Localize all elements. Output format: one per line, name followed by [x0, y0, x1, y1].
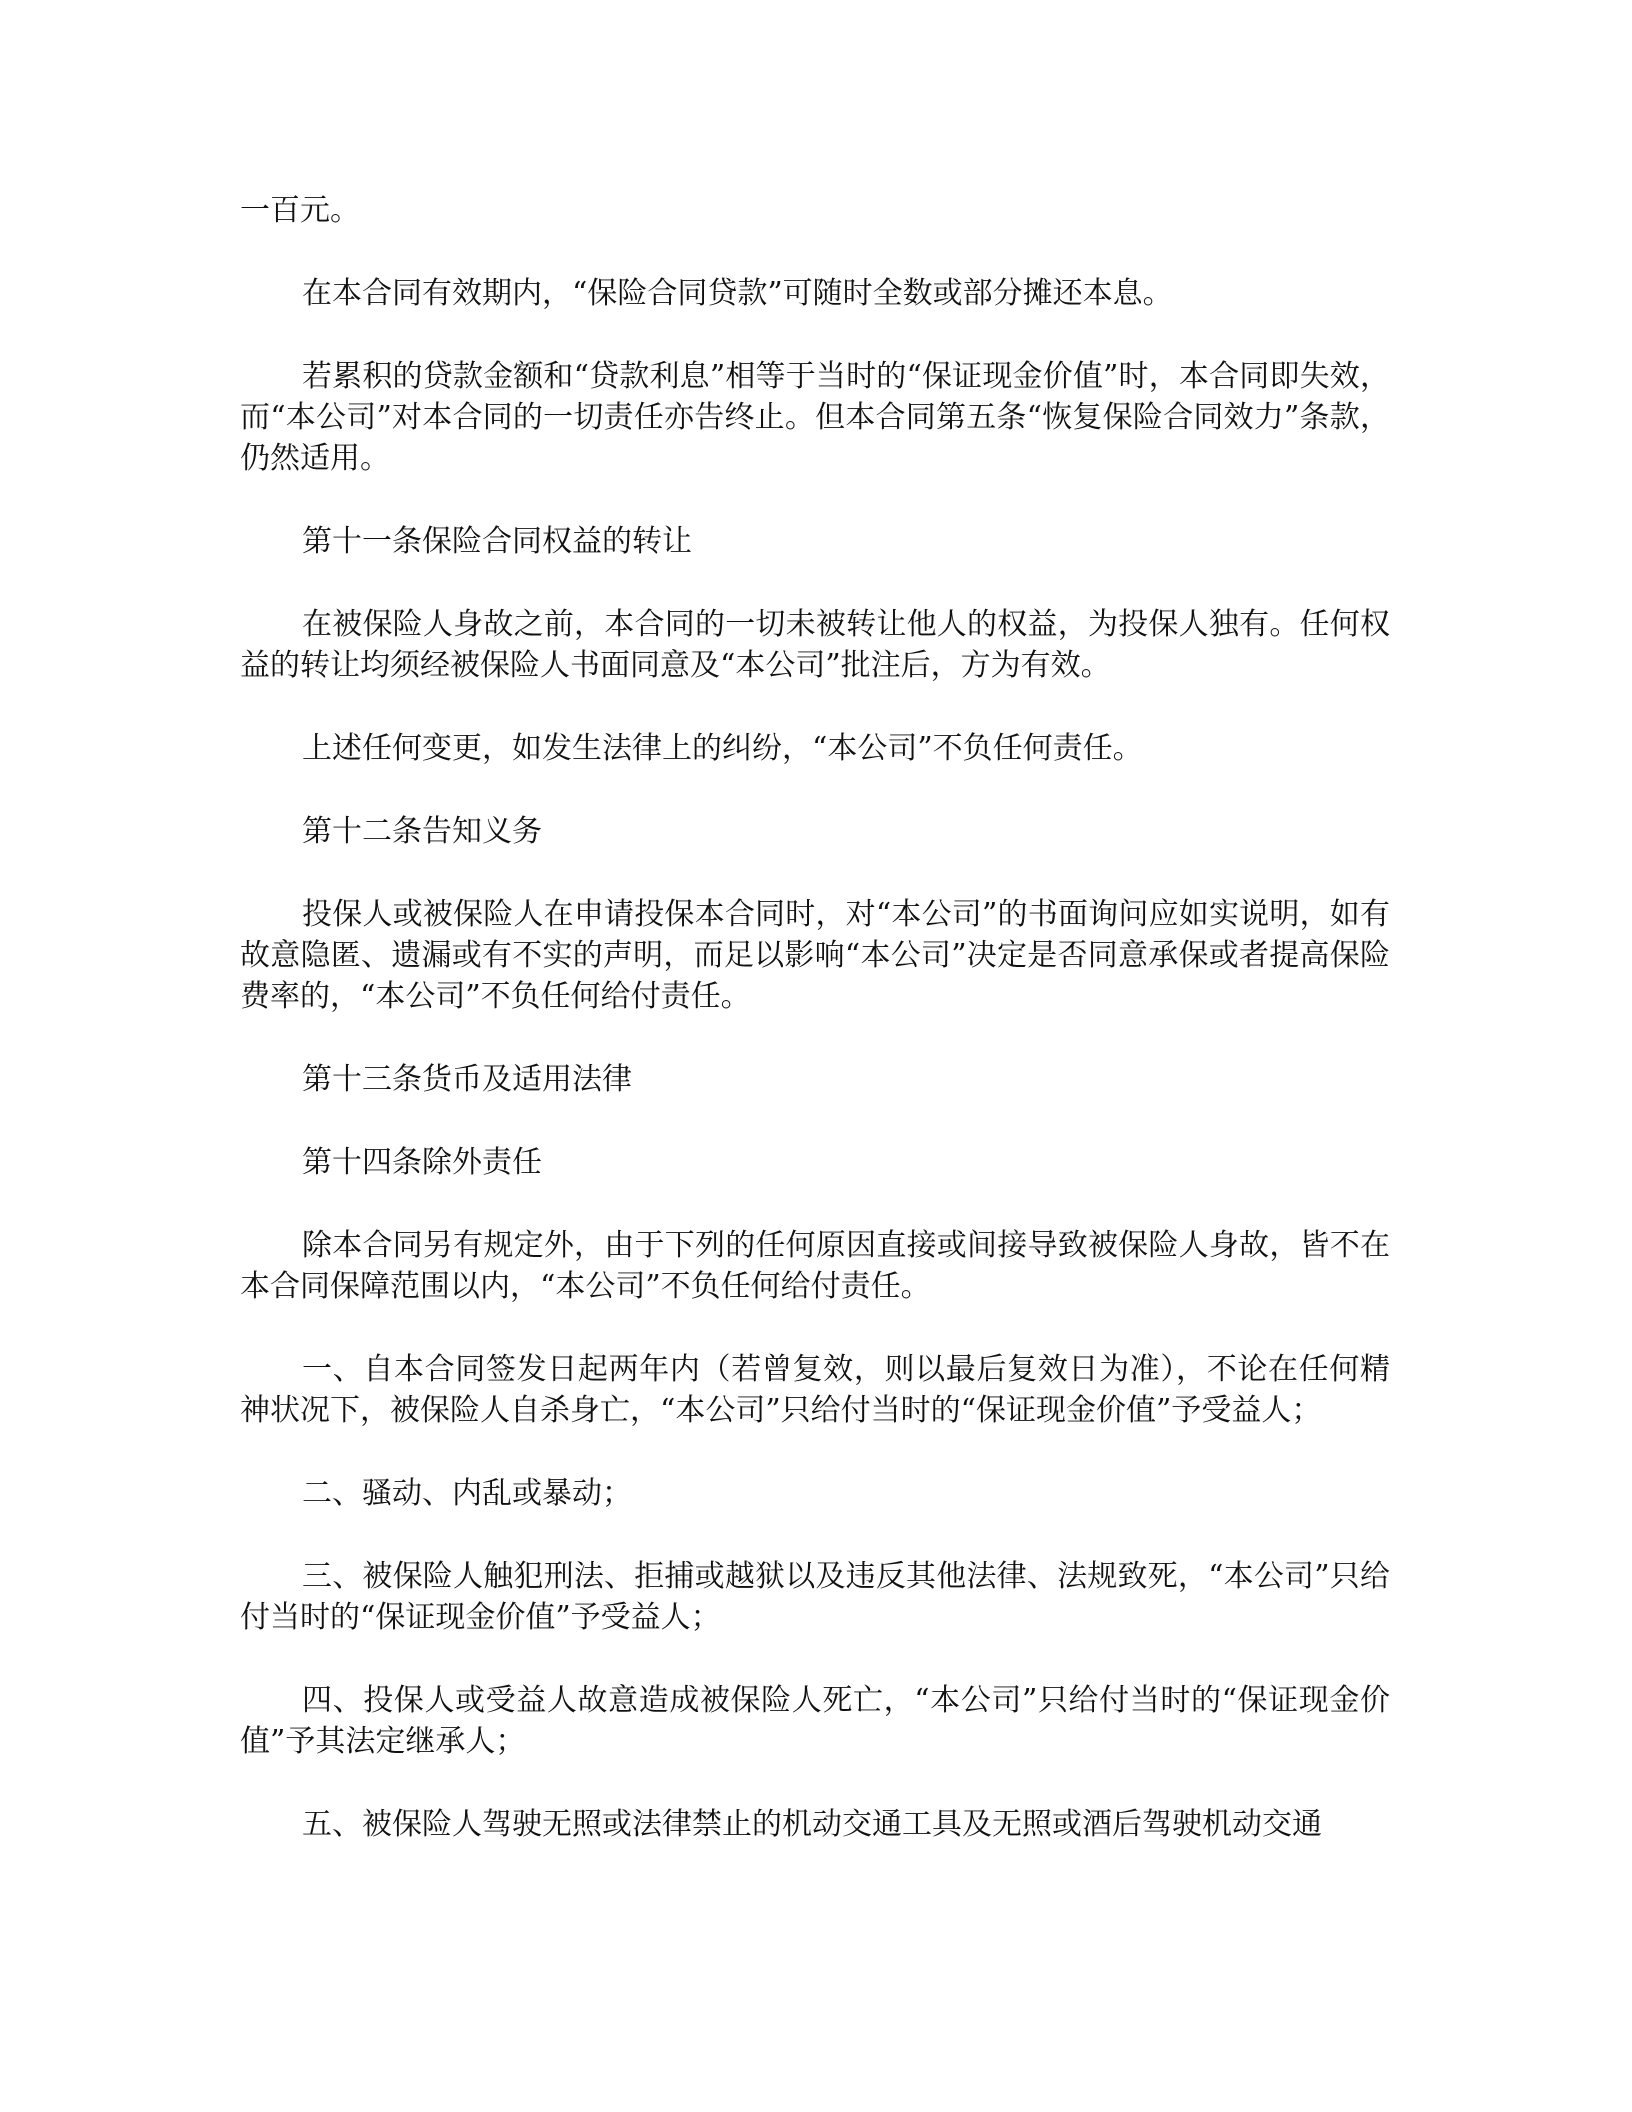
paragraph-exclusions-intro: 除本合同另有规定外，由于下列的任何原因直接或间接导致被保险人身故，皆不在本合同保障范围以内，“本公司”不负任何给付责任。	[240, 1228, 1390, 1304]
exclusion-item-2: 二、骚动、内乱或暴动；	[302, 1476, 632, 1511]
paragraph-continuation: 一百元。	[240, 193, 360, 228]
article-11-heading: 第十一条保险合同权益的转让	[302, 524, 692, 559]
article-12-heading: 第十二条告知义务	[302, 814, 542, 849]
article-14-heading: 第十四条除外责任	[302, 1145, 542, 1180]
paragraph-rights-transfer: 在被保险人身故之前，本合同的一切未被转让他人的权益，为投保人独有。任何权益的转让均须经被保险人书面同意及“本公司”批注后，方为有效。	[240, 607, 1390, 683]
paragraph-disclosure-duty: 投保人或被保险人在申请投保本合同时，对“本公司”的书面询问应如实说明，如有故意隐匿、遗漏或有不实的声明，而足以影响“本公司”决定是否同意承保或者提高保险费率的，“本公司”不负任何给付责任。	[240, 897, 1390, 1014]
exclusion-item-4: 四、投保人或受益人故意造成被保险人死亡，“本公司”只给付当时的“保证现金价值”予其法定继承人；	[240, 1683, 1390, 1759]
document-body	[240, 190, 1390, 1887]
article-13-heading: 第十三条货币及适用法律	[302, 1062, 632, 1097]
paragraph-loan-repayment: 在本合同有效期内，“保险合同贷款”可随时全数或部分摊还本息。	[302, 276, 1173, 311]
paragraph-disputes: 上述任何变更，如发生法律上的纠纷，“本公司”不负任何责任。	[302, 731, 1143, 766]
exclusion-item-3: 三、被保险人触犯刑法、拒捕或越狱以及违反其他法律、法规致死，“本公司”只给付当时的“保证现金价值”予受益人；	[240, 1559, 1390, 1635]
exclusion-item-5: 五、被保险人驾驶无照或法律禁止的机动交通工具及无照或酒后驾驶机动交通	[302, 1807, 1322, 1842]
paragraph-loan-lapse: 若累积的贷款金额和“贷款利息”相等于当时的“保证现金价值”时，本合同即失效，而“本公司”对本合同的一切责任亦告终止。但本合同第五条“恢复保险合同效力”条款，仍然适用。	[240, 359, 1390, 476]
exclusion-item-1: 一、自本合同签发日起两年内（若曾复效，则以最后复效日为准），不论在任何精神状况下，被保险人自杀身亡，“本公司”只给付当时的“保证现金价值”予受益人；	[240, 1352, 1390, 1428]
